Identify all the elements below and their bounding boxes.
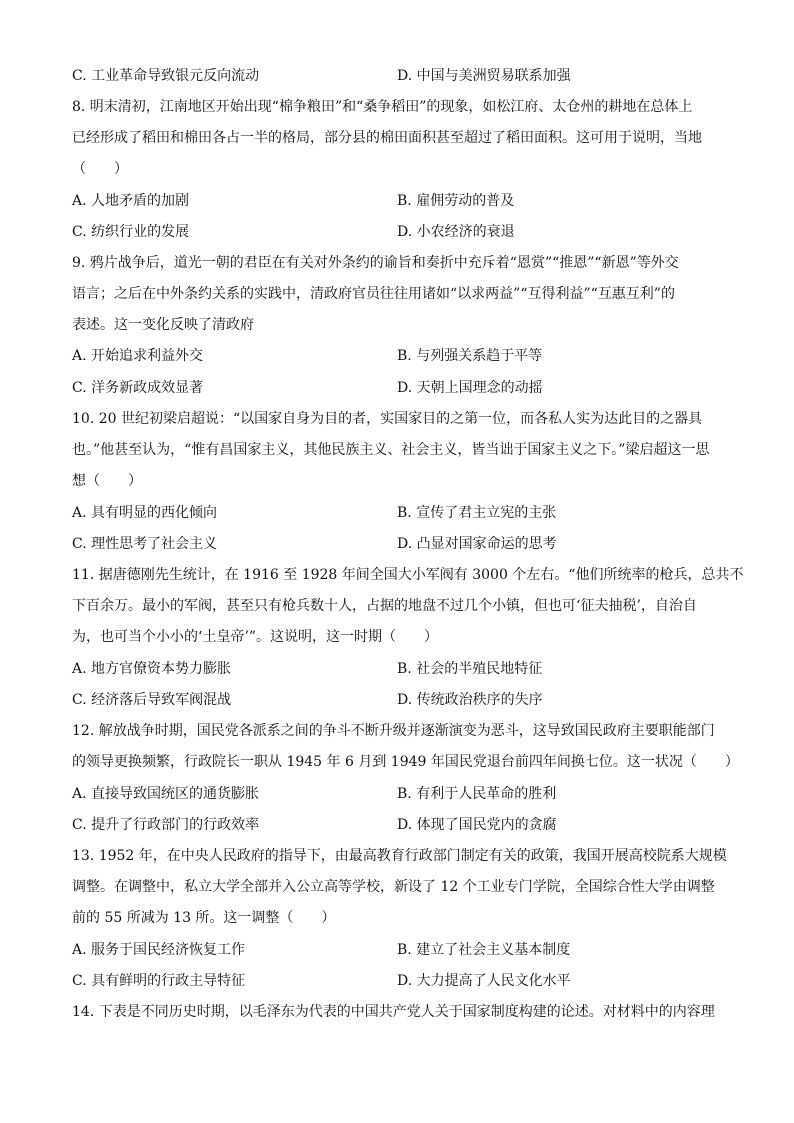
q8-option-a: A. 人地矛盾的加剧 [72,193,190,209]
q12-option-b: B. 有利于人民革命的胜利 [397,786,557,802]
q13-stem-line-1: 13. 1952 年，在中央人民政府的指导下，由最高教育行政部门制定有关的政策，我国开展高校院系大规模 [72,848,727,864]
q8-option-c: C. 纺织行业的发展 [72,224,190,240]
q11-option-d: D. 传统政治秩序的失序 [397,692,543,708]
q13-stem-line-2: 调整。在调整中，私立大学全部并入公立高等学校，新设了 12 个工业专门学院，全国综合性大学由调整 [72,879,715,895]
q7-option-c: C. 工业革命导致银元反向流动 [72,68,260,84]
q9-option-a: A. 开始追求利益外交 [72,348,204,364]
q12-option-d: D. 体现了国民党内的贪腐 [397,817,557,833]
q11-stem-line-1: 11. 据唐德刚先生统计，在 1916 至 1928 年间全国大小军阀有 3000 个左右。“他们所统率的枪兵，总共不 [72,567,744,583]
q12-stem-line-2: 的领导更换频繁，行政院长一职从 1945 年 6 月到 1949 年国民党退台前四年间换七位。这一状况（ ） [72,754,739,770]
q8-stem-line-1: 8. 明末清初，江南地区开始出现“棉争粮田”和“桑争稻田”的现象，如松江府、太仓州的耕地在总体上 [72,99,693,115]
q8-stem-line-2: 已经形成了稻田和棉田各占一半的格局，部分县的棉田面积甚至超过了稻田面积。这可用于说明，当地 [72,130,702,146]
q12-stem-line-1: 12. 解放战争时期，国民党各派系之间的争斗不断升级并逐渐演变为恶斗，这导致国民政府主要职能部门 [72,723,715,739]
q10-stem-line-1: 10. 20 世纪初梁启超说：“以国家自身为目的者，实国家目的之第一位，而各私人实为达此目的之器具 [72,411,703,427]
q9-stem-line-1: 9. 鸦片战争后，道光一朝的君臣在有关对外条约的谕旨和奏折中充斥着“恩赏”“推恩”“新恩”等外交 [72,255,679,271]
q9-stem-line-2: 语言；之后在中外条约关系的实践中，清政府官员往往用诸如“以求两益”“互得利益”“互惠互利”的 [72,286,675,302]
q10-option-d: D. 凸显对国家命运的思考 [397,536,557,552]
q10-option-c: C. 理性思考了社会主义 [72,536,218,552]
q11-stem-line-3: 为，也可当个小小的‘土皇帝’”。这说明，这一时期（ ） [72,629,439,645]
q10-option-a: A. 具有明显的西化倾向 [72,505,218,521]
q9-option-b: B. 与列强关系趋于平等 [397,348,543,364]
q7-option-d: D. 中国与美洲贸易联系加强 [397,68,571,84]
q11-option-c: C. 经济落后导致军阀混战 [72,692,232,708]
q9-option-d: D. 天朝上国理念的动摇 [397,380,543,396]
q13-option-c: C. 具有鲜明的行政主导特征 [72,973,246,989]
q10-stem-line-3: 想（ ） [72,473,142,489]
q11-option-a: A. 地方官僚资本势力膨胀 [72,661,232,677]
q13-option-b: B. 建立了社会主义基本制度 [397,942,571,958]
q13-option-d: D. 大力提高了人民文化水平 [397,973,571,989]
q12-option-a: A. 直接导致国统区的通货膨胀 [72,786,260,802]
q13-option-a: A. 服务于国民经济恢复工作 [72,942,246,958]
q10-option-b: B. 宣传了君主立宪的主张 [397,505,557,521]
q13-stem-line-3: 前的 55 所减为 13 所。这一调整（ ） [72,910,336,926]
q8-option-d: D. 小农经济的衰退 [397,224,515,240]
q12-option-c: C. 提升了行政部门的行政效率 [72,817,260,833]
q14-stem-line-1: 14. 下表是不同历史时期，以毛泽东为代表的中国共产党人关于国家制度构建的论述。对材料中的内容理 [72,1004,715,1020]
q8-option-b: B. 雇佣劳动的普及 [397,193,515,209]
q11-stem-line-2: 下百余万。最小的军阀，甚至只有枪兵数十人，占据的地盘不过几个小镇，但也可‘征夫抽税’，自治自 [72,598,697,614]
q11-option-b: B. 社会的半殖民地特征 [397,661,543,677]
q9-stem-line-3: 表述。这一变化反映了清政府 [72,317,254,333]
q9-option-c: C. 洋务新政成效显著 [72,380,204,396]
q10-stem-line-2: 也。”他甚至认为，“惟有昌国家主义，其他民族主义、社会主义，皆当诎于国家主义之下。”梁启超这一思 [72,442,710,458]
q8-stem-line-3: （ ） [72,161,128,177]
